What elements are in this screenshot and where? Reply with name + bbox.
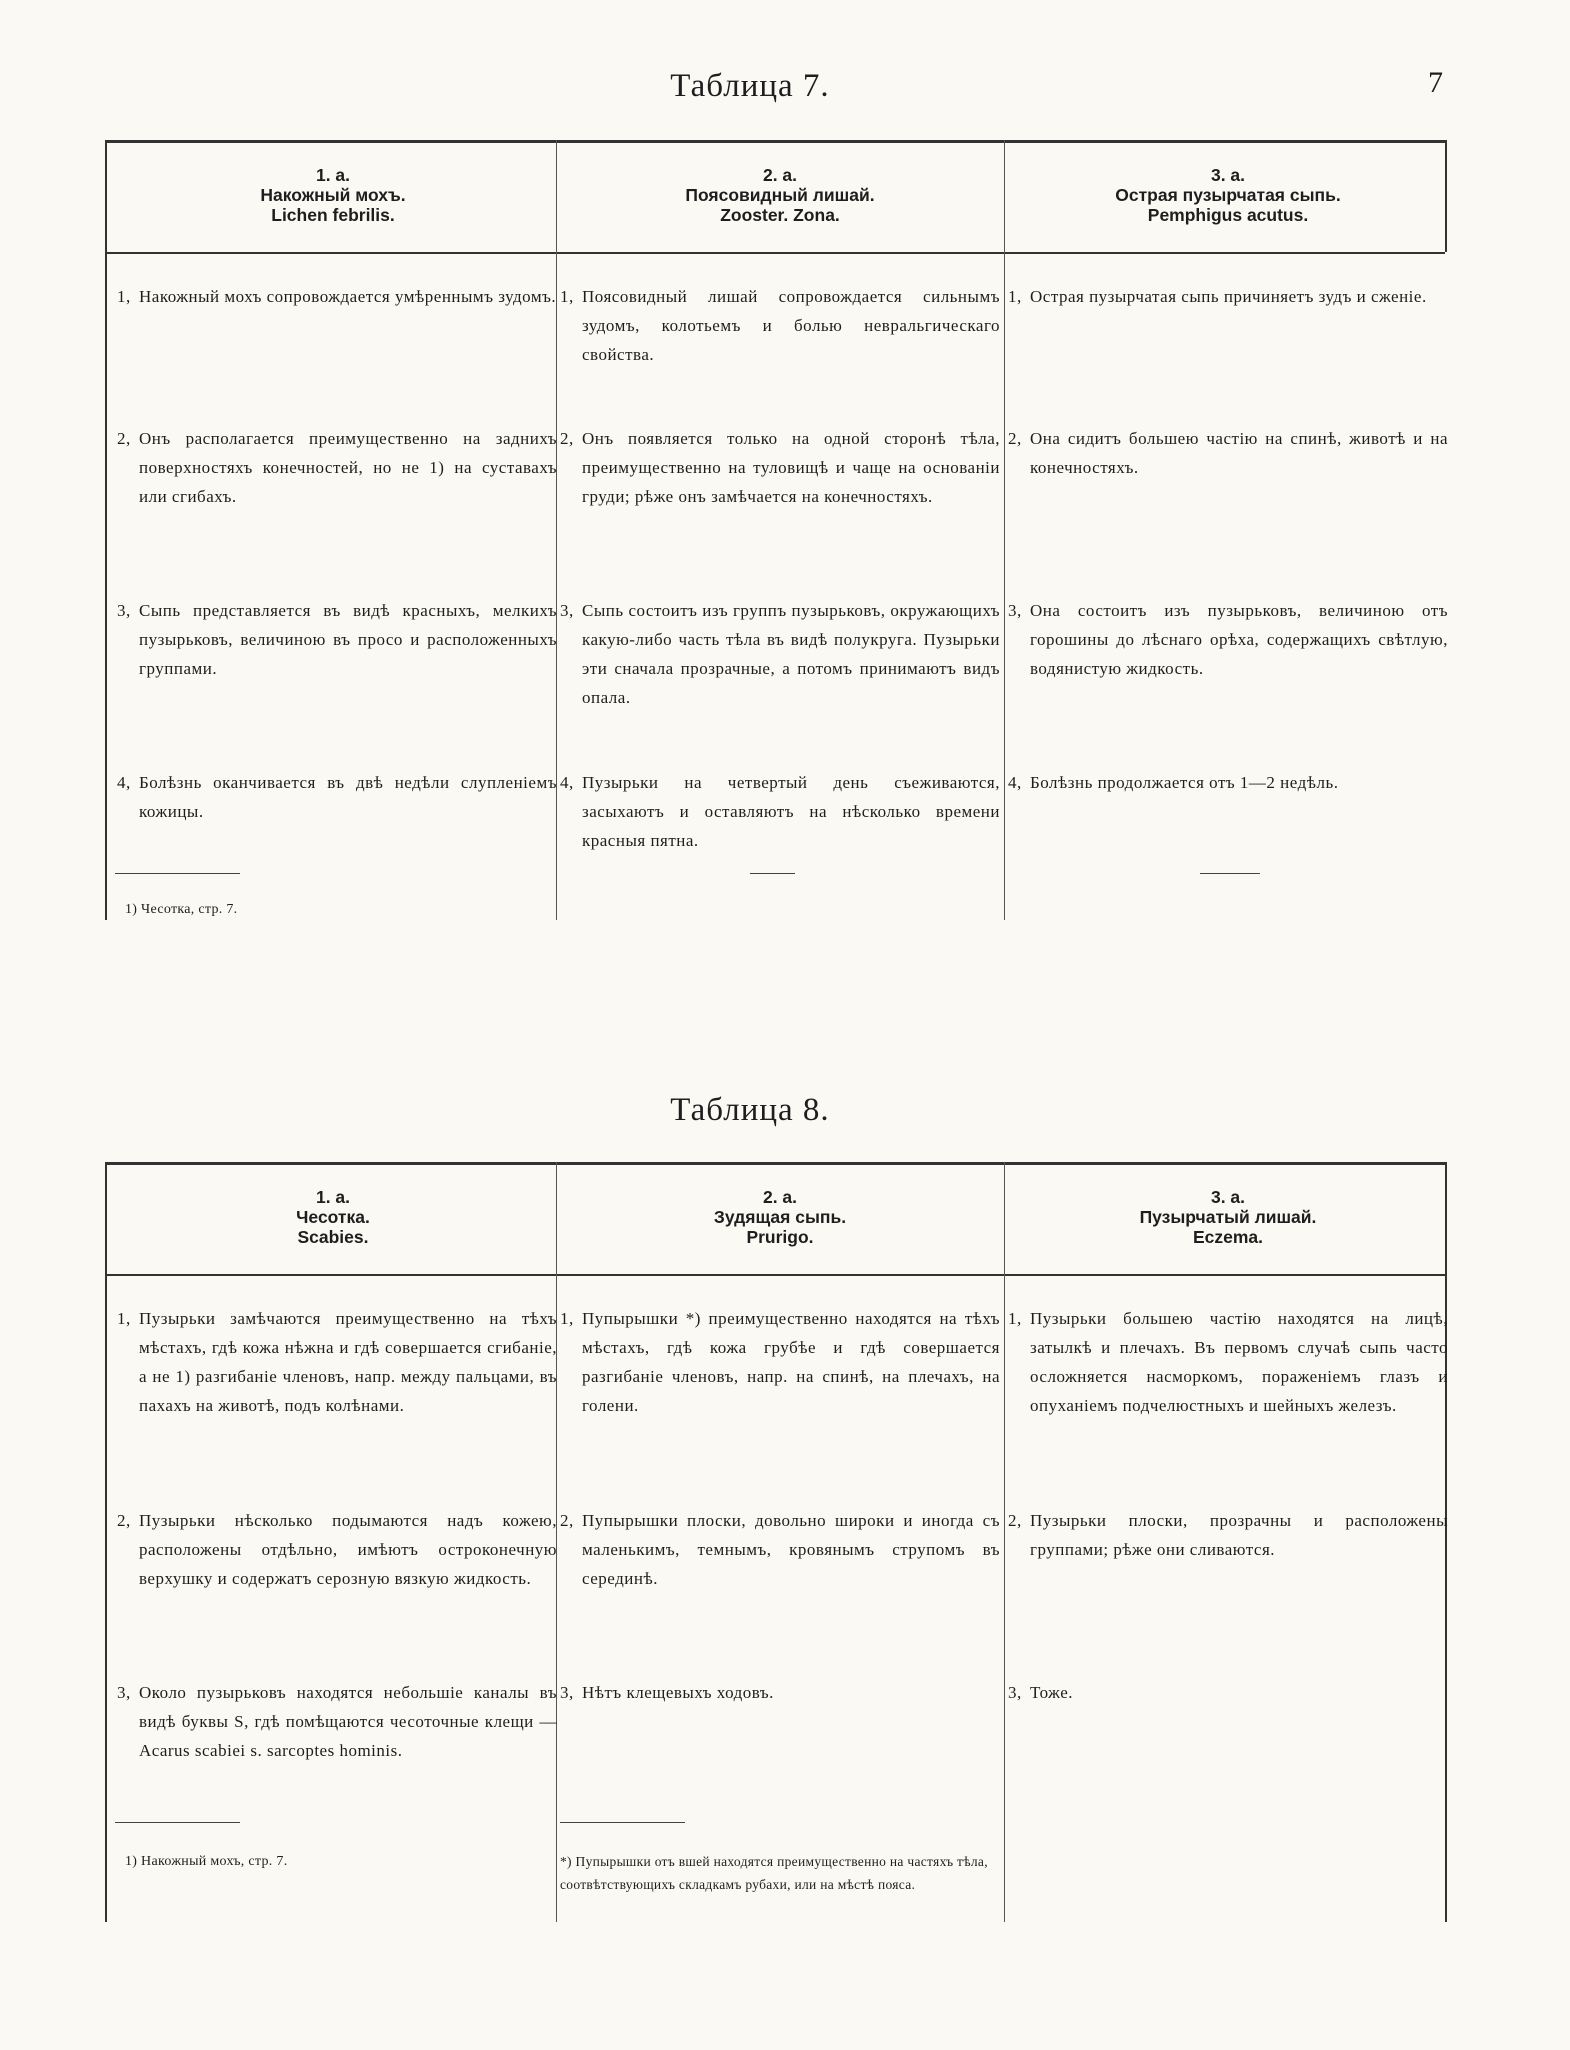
table-7-header-rule bbox=[105, 252, 1445, 254]
table-8-footnote-rule-1 bbox=[115, 1822, 240, 1823]
table-8-col-3-item-1: 1, Пузырьки большею частію находятся на лицѣ, затылкѣ и плечахъ. Въ первомъ случаѣ сыпь часто осложняется насморкомъ, пораженіемъ глазъ и опуханіемъ подчелюстныхъ и шейныхъ железъ. bbox=[1008, 1309, 1448, 1415]
table-8-header-rule bbox=[105, 1274, 1445, 1276]
table-8-left-border bbox=[105, 1162, 107, 1922]
table-7-top-rule bbox=[105, 140, 1445, 143]
table-7 bbox=[105, 140, 1448, 920]
table-8 bbox=[105, 1162, 1448, 1922]
table-8-col-1-item-1: 1, Пузырьки замѣчаются преимущественно на тѣхъ мѣстахъ, гдѣ кожа нѣжна и гдѣ совершается сгибаніе, а не 1) разгибаніе членовъ, напр. между пальцами, въ пахахъ на животѣ, подъ колѣнами. bbox=[117, 1309, 557, 1415]
table-7-left-border bbox=[105, 140, 107, 920]
table-7-col-2-header: 2. а. Поясовидный лишай. Zooster. Zona. bbox=[685, 165, 875, 225]
table-8-col-3-item-2: 2, Пузырьки плоски, прозрачны и расположены группами; рѣже они сливаются. bbox=[1008, 1511, 1448, 1559]
table-7-col-2-item-1: 1, Поясовидный лишай сопровождается сильнымъ зудомъ, колотьемъ и болью невральгическаго свойства. bbox=[560, 287, 1000, 364]
table-7-footnote: 1) Чесотка, стр. 7. bbox=[125, 902, 238, 917]
table-7-col-3-item-3: 3, Она состоитъ изъ пузырьковъ, величиною отъ горошины до лѣснаго орѣха, содержащихъ свѣтлую, водянистую жидкость. bbox=[1008, 601, 1448, 678]
table-8-col-2-header: 2. а. Зудящая сыпь. Prurigo. bbox=[713, 1187, 847, 1247]
table-7-col-3-item-2: 2, Она сидитъ большею частію на спинѣ, животѣ и на конечностяхъ. bbox=[1008, 429, 1448, 477]
table-7-col-3-header: 3. а. Острая пузырчатая сыпь. Pemphigus acutus. bbox=[1115, 165, 1341, 225]
table-8-footnote-1: 1) Накожный мохъ, стр. 7. bbox=[125, 1854, 288, 1869]
table-7-col-2-item-4: 4, Пузырьки на четвертый день съеживаются, засыхаютъ и оставляютъ на нѣсколько времени красныя пятна. bbox=[560, 773, 1000, 850]
table-7-col-1-item-3: 3, Сыпь представляется въ видѣ красныхъ, мелкихъ пузырьковъ, величиною въ просо и расположенныхъ группами. bbox=[117, 601, 557, 678]
table-8-footnote-rule-2 bbox=[560, 1822, 685, 1823]
table-8-col-3-item-3: 3, Тоже. bbox=[1008, 1683, 1073, 1702]
table-7-col-1-item-1: 1, Накожный мохъ сопровождается умѣреннымъ зудомъ. bbox=[117, 287, 557, 306]
table-8-footnote-2: *) Пупырышки отъ вшей находятся преимущественно на частяхъ тѣла, соотвѣтствующихъ складкамъ рубахи, или на мѣстѣ пояса. bbox=[560, 1854, 988, 1892]
table-7-col-2-item-3: 3, Сыпь состоитъ изъ группъ пузырьковъ, окружающихъ какую-либо часть тѣла въ видѣ полукруга. Пузырьки эти сначала прозрачные, а потомъ принимаютъ видъ опала. bbox=[560, 601, 1000, 707]
table-8-top-rule bbox=[105, 1162, 1445, 1165]
table-8-col-1-header: 1. а. Чесотка. Scabies. bbox=[296, 1187, 370, 1247]
table-8-col-2-item-3: 3, Нѣтъ клещевыхъ ходовъ. bbox=[560, 1683, 774, 1702]
table-7-col-3-end-rule bbox=[1200, 873, 1260, 874]
table-8-divider-2 bbox=[1004, 1162, 1005, 1922]
table-8-col-3-header: 3. а. Пузырчатый лишай. Eczema. bbox=[1139, 1187, 1317, 1247]
table-7-col-2-item-2: 2, Онъ появляется только на одной сторонѣ тѣла, преимущественно на туловищѣ и чаще на основаніи груди; рѣже онъ замѣчается на конечностяхъ. bbox=[560, 429, 1000, 506]
table-7-col-2-end-rule bbox=[750, 873, 795, 874]
table-7-title: Таблица 7. bbox=[670, 68, 830, 104]
table-7-col-3-item-4: 4, Болѣзнь продолжается отъ 1—2 недѣль. bbox=[1008, 773, 1339, 792]
table-7-footnote-rule bbox=[115, 873, 240, 874]
table-7-col-1-header: 1. а. Накожный мохъ. Lichen febrilis. bbox=[260, 165, 406, 225]
table-8-title: Таблица 8. bbox=[670, 1092, 830, 1128]
table-8-col-1-item-2: 2, Пузырьки нѣсколько подымаются надъ кожею, расположены отдѣльно, имѣютъ остроконечную верхушку и содержатъ серозную вязкую жидкость. bbox=[117, 1511, 557, 1588]
table-8-col-2-item-2: 2, Пупырышки плоски, довольно широки и иногда съ маленькимъ, темнымъ, кровянымъ струпомъ въ серединѣ. bbox=[560, 1511, 1000, 1588]
table-7-divider-2 bbox=[1004, 140, 1005, 920]
table-8-col-2-item-1: 1, Пупырышки *) преимущественно находятся на тѣхъ мѣстахъ, гдѣ кожа грубѣе и гдѣ совершается разгибаніе членовъ, напр. на спинѣ, на плечахъ, на голени. bbox=[560, 1309, 1000, 1415]
table-7-col-3-item-1: 1, Острая пузырчатая сыпь причиняетъ зудъ и сженіе. bbox=[1008, 287, 1427, 306]
page-number: 7 bbox=[1428, 66, 1443, 99]
table-7-col-1-item-2: 2, Онъ располагается преимущественно на заднихъ поверхностяхъ конечностей, но не 1) на суставахъ или сгибахъ. bbox=[117, 429, 557, 506]
table-7-col-1-item-4: 4, Болѣзнь оканчивается въ двѣ недѣли слупленіемъ кожицы. bbox=[117, 773, 557, 821]
table-8-col-1-item-3: 3, Около пузырьковъ находятся небольшіе каналы въ видѣ буквы S, гдѣ помѣщаются чесоточные клещи — Acarus scabiei s. sarcoptes hominis. bbox=[117, 1683, 557, 1760]
